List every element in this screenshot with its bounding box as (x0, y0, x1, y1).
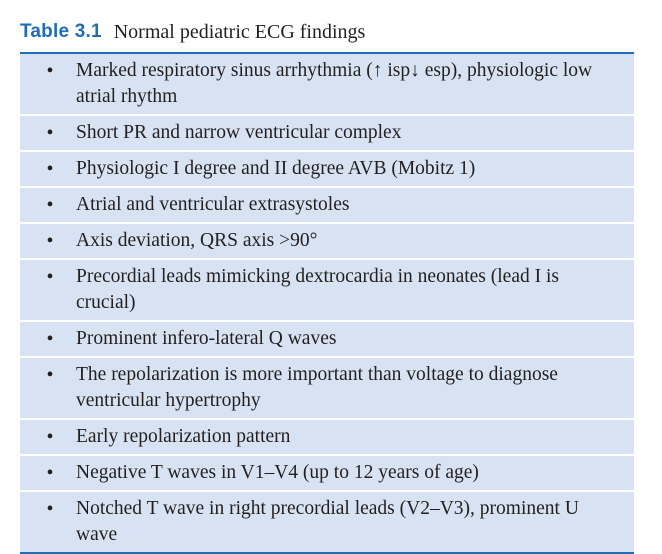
finding-row (20, 456, 634, 492)
finding-row (20, 116, 634, 152)
ecg-findings-table (20, 18, 634, 554)
finding-text: Axis deviation, QRS axis >90° (76, 230, 318, 251)
finding-text: Short PR and narrow ventricular complex (76, 122, 402, 143)
bullet-marker: • (46, 266, 54, 288)
finding-text: Marked respiratory sinus arrhythmia (↑ isp↓ esp), physiologic low atrial rhythm (76, 60, 593, 107)
finding-text: The repolarization is more important than voltage to diagnose ventricular hypertrophy (76, 364, 558, 411)
finding-text: Prominent infero-lateral Q waves (76, 328, 337, 349)
bullet-marker: • (46, 122, 54, 144)
bullet-marker: • (46, 158, 54, 180)
bullet-marker: • (46, 328, 54, 350)
finding-row (20, 420, 634, 456)
finding-row (20, 260, 634, 322)
table-label: Table 3.1 (20, 21, 102, 42)
finding-row (20, 224, 634, 260)
finding-text: Notched T wave in right precordial leads (V2–V3), prominent U wave (76, 498, 579, 545)
finding-text: Physiologic I degree and II degree AVB (Mobitz 1) (76, 158, 476, 179)
finding-text: Atrial and ventricular extrasystoles (76, 194, 350, 215)
bullet-marker: • (46, 194, 54, 216)
finding-row (20, 188, 634, 224)
bullet-marker: • (46, 462, 54, 484)
finding-text: Precordial leads mimicking dextrocardia in neonates (lead I is crucial) (76, 266, 559, 313)
table-title: Normal pediatric ECG findings (113, 21, 366, 43)
table-caption (20, 18, 634, 52)
bullet-marker: • (46, 364, 54, 386)
finding-row (20, 322, 634, 358)
finding-text: Negative T waves in V1–V4 (up to 12 years of age) (76, 462, 479, 483)
finding-row (20, 358, 634, 420)
bullet-marker: • (46, 426, 54, 448)
finding-row (20, 54, 634, 116)
bullet-marker: • (46, 60, 54, 82)
finding-row (20, 152, 634, 188)
finding-row (20, 492, 634, 552)
bullet-marker: • (46, 498, 54, 520)
bullet-marker: • (46, 230, 54, 252)
findings-list (20, 54, 634, 552)
finding-text: Early repolarization pattern (76, 426, 291, 447)
